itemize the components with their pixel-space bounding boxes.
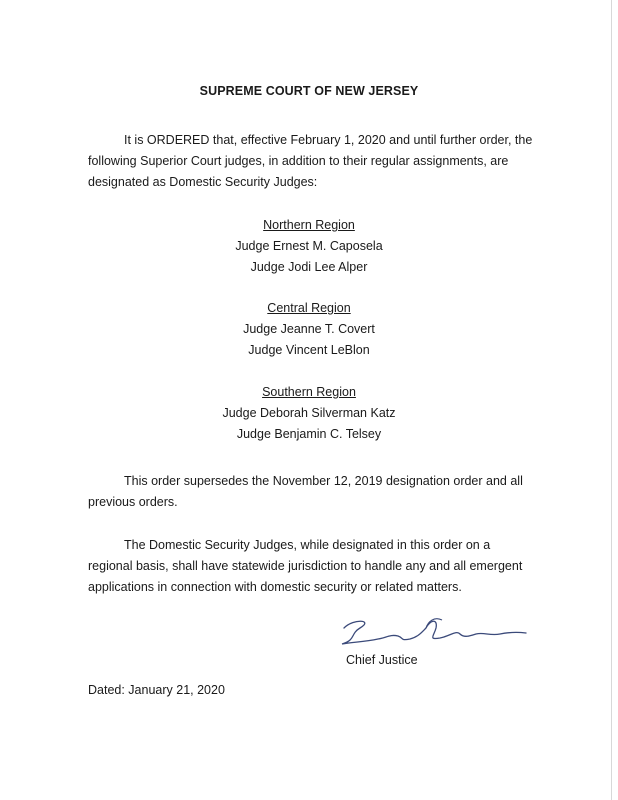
order-line: It is ORDERED that, effective February 1, 2020 and until further order, the xyxy=(124,133,533,147)
judge-name: Judge Jodi Lee Alper xyxy=(250,260,368,274)
signature-scribble xyxy=(330,606,530,656)
region-heading: Southern Region xyxy=(262,385,356,399)
supersede-paragraph xyxy=(88,471,528,513)
order-line: following Superior Court judges, in addition to their regular assignments, are xyxy=(88,154,509,168)
jurisdiction-line: The Domestic Security Judges, while designated in this order on a xyxy=(124,538,491,552)
supersede-line: previous orders. xyxy=(88,495,178,509)
jurisdiction-line: applications in connection with domestic security or related matters. xyxy=(88,580,462,594)
order-paragraph xyxy=(88,130,533,193)
jurisdiction-paragraph xyxy=(88,535,528,598)
court-title: SUPREME COURT OF NEW JERSEY xyxy=(199,84,419,98)
judge-name: Judge Ernest M. Caposela xyxy=(235,239,383,253)
region-southern xyxy=(0,382,618,445)
region-central xyxy=(0,298,618,361)
judge-name: Judge Benjamin C. Telsey xyxy=(236,427,382,441)
region-heading: Central Region xyxy=(267,301,351,315)
region-northern xyxy=(0,215,618,278)
supersede-line: This order supersedes the November 12, 2019 designation order and all xyxy=(124,474,523,488)
judge-name: Judge Jeanne T. Covert xyxy=(243,322,375,336)
judge-name: Judge Vincent LeBlon xyxy=(248,343,370,357)
region-heading: Northern Region xyxy=(263,218,355,232)
jurisdiction-line: regional basis, shall have statewide jurisdiction to handle any and all emergent xyxy=(88,559,523,573)
chief-justice-label: Chief Justice xyxy=(346,653,418,667)
dated-line: Dated: January 21, 2020 xyxy=(88,683,225,697)
judge-name: Judge Deborah Silverman Katz xyxy=(222,406,396,420)
order-line: designated as Domestic Security Judges: xyxy=(88,175,318,189)
